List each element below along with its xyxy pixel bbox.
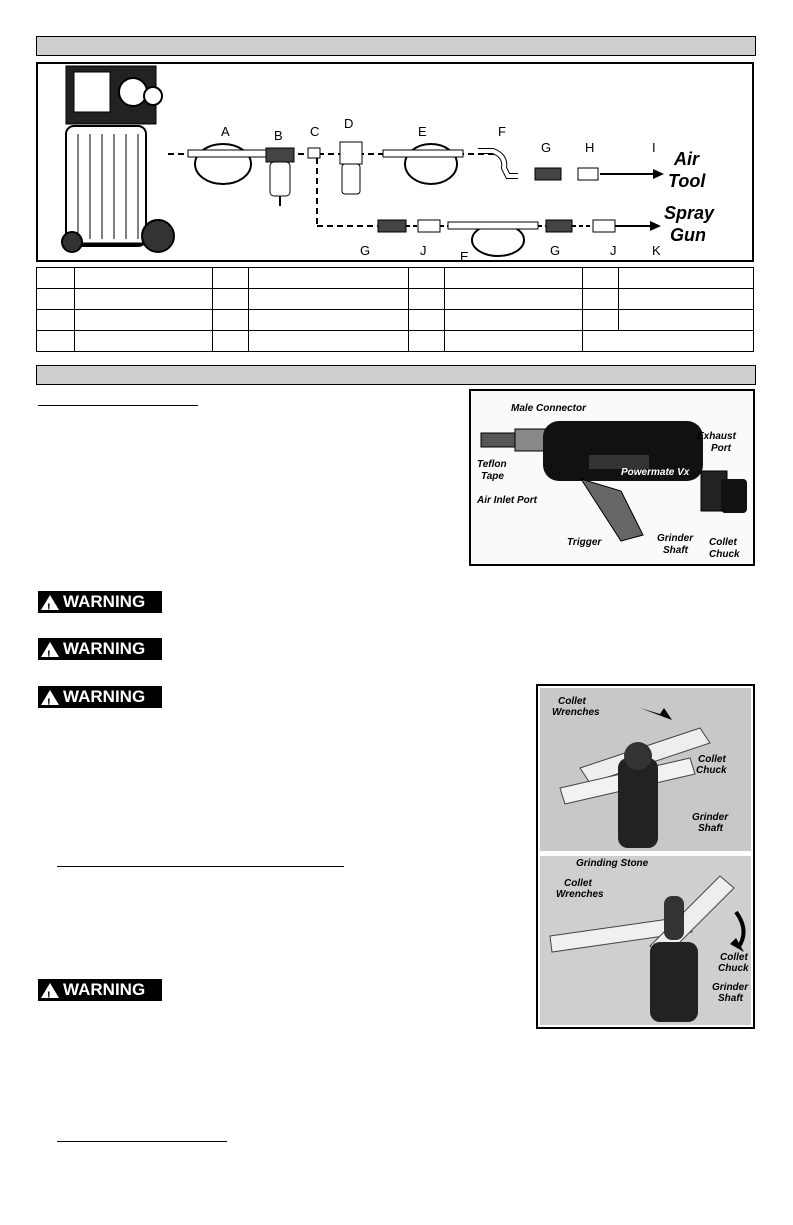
parts-table xyxy=(36,267,754,352)
warning-badge xyxy=(38,638,162,660)
grinder-photo xyxy=(469,389,755,566)
wrench-photo-2 xyxy=(540,856,751,1025)
grinding-stone-label: Grinding Stone xyxy=(576,858,649,869)
label-g2: G xyxy=(360,243,371,258)
warning-triangle-icon xyxy=(41,690,59,705)
grinder-shaft-label-2: Shaft xyxy=(663,545,688,556)
subheading-underline xyxy=(57,866,344,867)
warning-badge xyxy=(38,686,162,708)
warning-text: WARNING xyxy=(63,592,146,611)
wrench-photo-1 xyxy=(540,688,751,851)
brand-label: Powermate Vx xyxy=(621,467,690,478)
table-row xyxy=(37,268,754,289)
label-i: I xyxy=(652,140,656,155)
collet-chuck-label-2: Chuck xyxy=(709,549,740,560)
warning-badge xyxy=(38,979,162,1001)
warning-text: WARNING xyxy=(63,980,146,999)
air-tool-label-line2: Tool xyxy=(668,171,706,191)
grinder-shaft-label-1: Grinder xyxy=(712,982,749,993)
grinder-shaft-label-2: Shaft xyxy=(718,993,743,1004)
collet-wrenches-label-1: Collet xyxy=(564,878,592,889)
label-b: B xyxy=(274,128,283,143)
collet-wrenches-label-1: Collet xyxy=(558,696,586,707)
trigger-label: Trigger xyxy=(567,537,602,548)
label-g3: G xyxy=(550,243,561,258)
label-d: D xyxy=(344,116,354,131)
compressor-illustration xyxy=(62,66,174,252)
label-e1: E xyxy=(418,124,427,139)
warning-badge xyxy=(38,591,162,613)
spray-gun-label-line2: Gun xyxy=(670,225,706,245)
collet-wrenches-label-2: Wrenches xyxy=(556,889,604,900)
table-row xyxy=(37,331,754,352)
warning-triangle-icon xyxy=(41,983,59,998)
label-f: F xyxy=(498,124,506,139)
exhaust-port-label-1: Exhaust xyxy=(697,431,736,442)
label-c: C xyxy=(310,124,320,139)
collet-chuck-label-1: Collet xyxy=(709,537,737,548)
air-tool-label-line1: Air xyxy=(674,149,700,169)
warning-triangle-icon xyxy=(41,642,59,657)
air-inlet-port-label: Air Inlet Port xyxy=(477,495,538,506)
section-header-bar xyxy=(36,365,756,385)
subheading-underline xyxy=(38,405,198,406)
teflon-tape-label-1: Teflon xyxy=(477,459,507,470)
table-row xyxy=(37,310,754,331)
label-k: K xyxy=(652,243,661,258)
label-j2: J xyxy=(610,243,617,258)
label-g1: G xyxy=(541,140,552,155)
section-header-bar xyxy=(36,36,756,56)
label-e2: E xyxy=(460,249,469,264)
warning-text: WARNING xyxy=(63,639,146,658)
grinder-shaft-label-2: Shaft xyxy=(698,823,723,834)
male-connector-label: Male Connector xyxy=(511,403,587,414)
label-h: H xyxy=(585,140,595,155)
wrench-photo-frame xyxy=(536,684,755,1029)
collet-chuck-label-1: Collet xyxy=(698,754,726,765)
spray-gun-label-line1: Spray xyxy=(664,203,715,223)
table-row xyxy=(37,289,754,310)
grinder-shaft-label-1: Grinder xyxy=(692,812,729,823)
label-j1: J xyxy=(420,243,427,258)
collet-chuck-label-1: Collet xyxy=(720,952,748,963)
collet-chuck-label-2: Chuck xyxy=(718,963,749,974)
warning-text: WARNING xyxy=(63,687,146,706)
exhaust-port-label-2: Port xyxy=(711,443,731,454)
label-a: A xyxy=(221,124,230,139)
collet-wrenches-label-2: Wrenches xyxy=(552,707,600,718)
subheading-underline xyxy=(57,1141,227,1142)
grinder-shaft-label-1: Grinder xyxy=(657,533,694,544)
collet-chuck-label-2: Chuck xyxy=(696,765,727,776)
teflon-tape-label-2: Tape xyxy=(481,471,504,482)
air-system-diagram xyxy=(36,62,754,262)
diagram-graphics xyxy=(38,64,752,260)
warning-triangle-icon xyxy=(41,595,59,610)
